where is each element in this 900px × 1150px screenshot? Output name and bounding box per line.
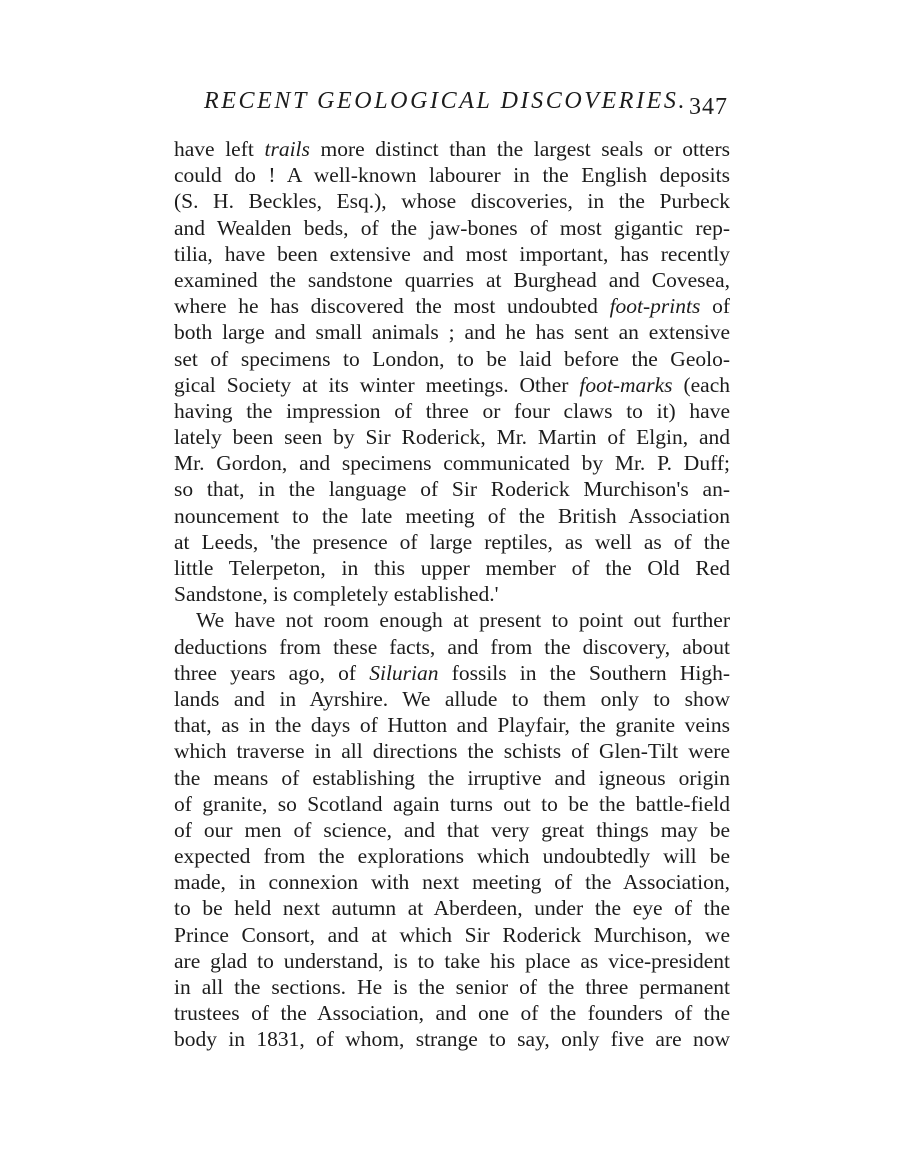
text-run: trustees of the Association, and one of the founders of the <box>174 1001 730 1026</box>
text-run: Sandstone, is completely established.' <box>174 582 499 607</box>
text-line <box>174 765 730 791</box>
text-line <box>174 843 730 869</box>
text-line <box>174 267 730 293</box>
text-run: three years ago, of <box>174 660 370 685</box>
text-line <box>174 215 730 241</box>
running-head <box>174 86 730 122</box>
text-run: deductions from these facts, and from the discovery, about <box>174 634 730 659</box>
text-run: lands and in Ayrshire. We allude to them only to show <box>174 686 730 711</box>
text-run: gical Society at its winter meetings. Other <box>174 372 580 397</box>
page-number: 347 <box>689 94 728 120</box>
text-run: fossils in the Southern High- <box>438 660 730 685</box>
text-line <box>174 581 730 607</box>
text-run: and Wealden beds, of the jaw-bones of most gigantic rep- <box>174 215 730 240</box>
text-run: at Leeds, 'the presence of large reptiles, as well as of the <box>174 529 730 554</box>
text-line <box>174 738 730 764</box>
text-line <box>174 895 730 921</box>
text-run: nouncement to the late meeting of the British Association <box>174 503 730 528</box>
text-run: that, as in the days of Hutton and Playfair, the granite veins <box>174 713 730 738</box>
text-run: little Telerpeton, in this upper member of the Old Red <box>174 556 730 580</box>
text-run: Mr. Gordon, and specimens communicated by Mr. P. Duff; <box>174 451 730 476</box>
text-line <box>174 450 730 476</box>
text-line <box>174 372 730 398</box>
running-title: RECENT GEOLOGICAL DISCOVERIES. <box>204 88 688 114</box>
text-run: both large and small animals ; and he has sent an extensive <box>174 320 730 345</box>
italic-term: Silurian <box>369 660 439 685</box>
text-run: made, in connexion with next meeting of the Association, <box>174 870 730 895</box>
text-run: having the impression of three or four claws to it) have <box>174 398 730 423</box>
text-line <box>174 293 730 319</box>
text-run: the means of establishing the irruptive and igneous origin <box>174 765 730 790</box>
italic-term: trails <box>264 137 310 161</box>
text-run: have left <box>174 137 265 161</box>
text-line <box>174 188 730 214</box>
text-line <box>174 634 730 660</box>
text-run: of <box>700 294 730 319</box>
text-run: of our men of science, and that very great things may be <box>174 817 730 842</box>
text-line <box>174 136 730 162</box>
text-run: could do ! A well-known labourer in the English deposits <box>174 163 730 188</box>
text-line <box>174 1000 730 1026</box>
text-line <box>174 974 730 1000</box>
text-line <box>174 476 730 502</box>
text-run: so that, in the language of Sir Roderick Murchison's an- <box>174 477 730 502</box>
text-run: lately been seen by Sir Roderick, Mr. Martin of Elgin, and <box>174 425 730 450</box>
text-line <box>174 686 730 712</box>
text-run: (each <box>672 372 730 397</box>
text-line <box>174 791 730 817</box>
text-line <box>174 503 730 529</box>
text-run: to be held next autumn at Aberdeen, under the eye of the <box>174 896 730 921</box>
text-run: where he has discovered the most undoubted <box>174 294 610 319</box>
text-run: tilia, have been extensive and most important, has recently <box>174 241 730 266</box>
text-line <box>174 660 730 686</box>
text-run: examined the sandstone quarries at Burghead and Covesea, <box>174 267 730 292</box>
text-run: of granite, so Scotland again turns out to be the battle-field <box>174 791 730 816</box>
text-line <box>174 1026 730 1052</box>
text-run: body in 1831, of whom, strange to say, only five are now <box>174 1027 730 1052</box>
body-text <box>174 136 730 1053</box>
text-line <box>174 712 730 738</box>
text-run: (S. H. Beckles, Esq.), whose discoveries, in the Purbeck <box>174 189 730 214</box>
text-run: more distinct than the largest seals or otters <box>309 137 730 161</box>
text-line <box>174 922 730 948</box>
text-line <box>174 869 730 895</box>
text-run: We have not room enough at present to point out further <box>196 608 730 633</box>
text-line <box>174 319 730 345</box>
text-line <box>174 607 730 633</box>
text-run: are glad to understand, is to take his place as vice-president <box>174 948 730 973</box>
text-line <box>174 346 730 372</box>
text-line <box>174 948 730 974</box>
text-line <box>174 241 730 267</box>
text-run: Prince Consort, and at which Sir Roderick Murchison, we <box>174 922 730 947</box>
text-run: expected from the explorations which undoubtedly will be <box>174 844 730 869</box>
text-line <box>174 398 730 424</box>
text-line <box>174 529 730 555</box>
text-run: in all the sections. He is the senior of the three permanent <box>174 975 730 999</box>
text-line <box>174 817 730 843</box>
text-line <box>174 162 730 188</box>
italic-term: foot-prints <box>609 294 701 319</box>
italic-term: foot-marks <box>579 372 673 397</box>
text-run: set of specimens to London, to be laid before the Geolo- <box>174 346 730 371</box>
text-run: which traverse in all directions the schists of Glen-Tilt were <box>174 739 730 764</box>
text-line <box>174 555 730 581</box>
text-line <box>174 424 730 450</box>
